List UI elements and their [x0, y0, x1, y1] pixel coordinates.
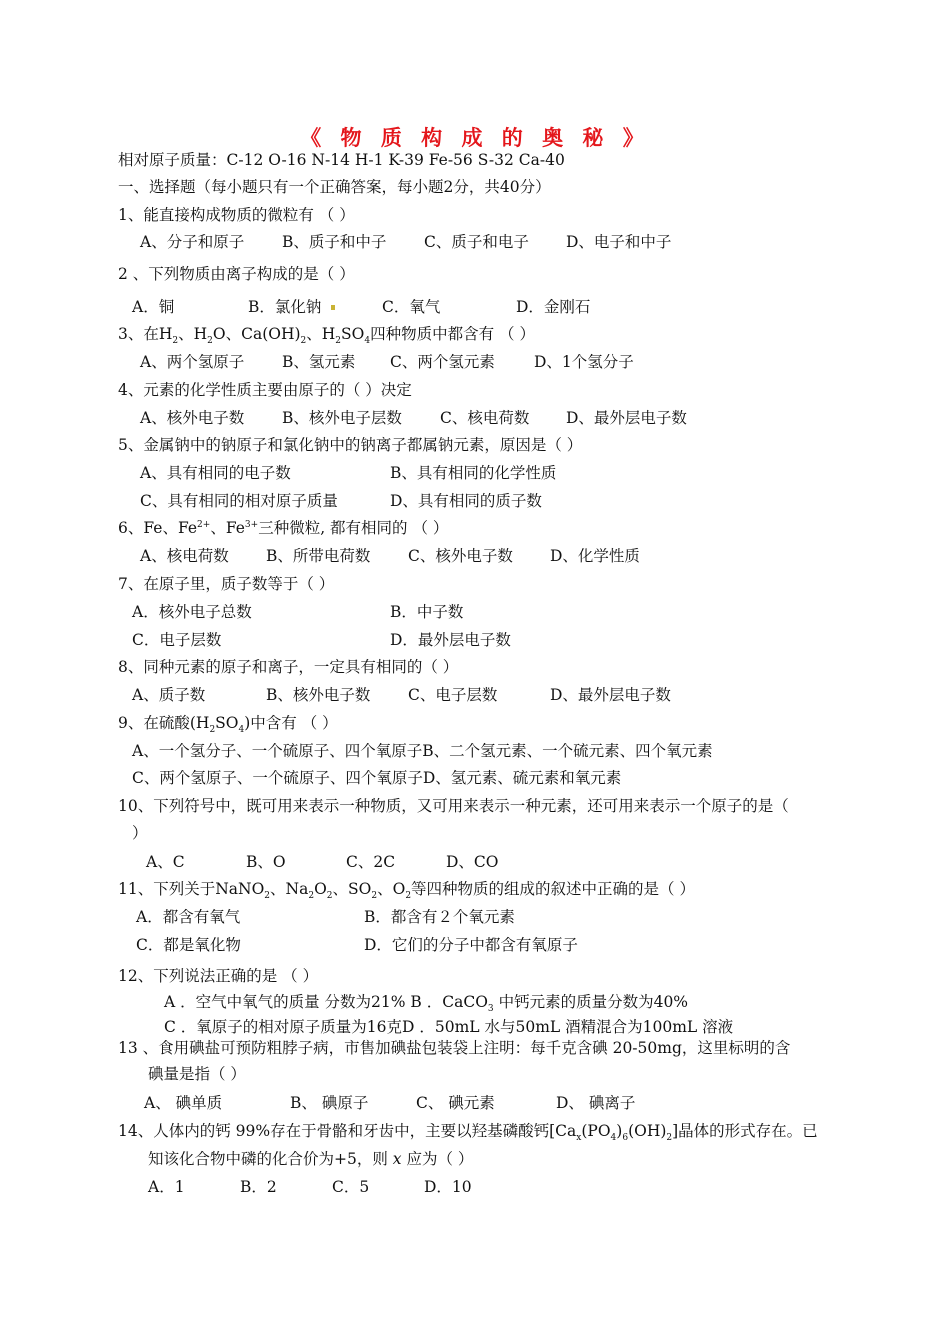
- question-11-stem: 11、下列关于NaNO$_2$、$Na_2O_2$、$SO_2$、$O_2$等四种物质的组成的叙述中正确的是（ ）: [118, 880, 695, 902]
- question-3-stem: 3、在$H_2$、$H_2O$、$Ca(OH)_2$、$H_2SO_4$四种物质中都含有 （ ）: [118, 325, 535, 347]
- q2-option-c: C．氧气: [382, 298, 441, 316]
- q3-option-a: A、两个氢原子: [140, 353, 245, 371]
- page-title: 《 物 质 构 成 的 奥 秘 》: [300, 125, 650, 150]
- question-6-stem: 6、Fe、$Fe^{2+}$、$Fe^{3+}$三种微粒, 都有相同的 （ ）: [118, 519, 449, 537]
- question-8-stem: 8、同种元素的原子和离子，一定具有相同的（ ）: [118, 658, 459, 676]
- q10-option-b: B、O: [246, 853, 286, 871]
- q9-options-cd: C、两个氢原子、一个硫原子、四个氧原子D、氢元素、硫元素和氧元素: [132, 769, 622, 787]
- question-2-stem: 2 、下列物质由离子构成的是（ ）: [118, 265, 355, 283]
- q3-option-d: D、1个氢分子: [534, 353, 634, 371]
- q8-option-b: B、核外电子数: [266, 686, 371, 704]
- q13-option-c: C、 碘元素: [416, 1094, 495, 1112]
- q13-option-a: A、 碘单质: [144, 1094, 223, 1112]
- stray-mark: [331, 305, 335, 310]
- q5-option-a: A、具有相同的电子数: [140, 464, 291, 482]
- q11-option-a: A．都含有氧气: [136, 908, 241, 926]
- q12-options-cd: C ．氧原子的相对原子质量为16克D ．50mL 水与50mL 酒精混合为100mL 溶液: [164, 1018, 734, 1036]
- q6-option-c: C、核外电子数: [408, 547, 513, 565]
- q1-option-b: B、质子和中子: [282, 233, 387, 251]
- q6-option-d: D、化学性质: [550, 547, 640, 565]
- q10-option-a: A、C: [146, 853, 185, 871]
- question-10-stem-cont: ）: [132, 824, 148, 842]
- question-13-stem: 13 、食用碘盐可预防粗脖子病，市售加碘盐包装袋上注明：每千克含碘 20-50mg，这里标明的含: [118, 1039, 791, 1057]
- q8-option-d: D、最外层电子数: [550, 686, 671, 704]
- q10-option-c: C、2C: [346, 853, 396, 871]
- atomic-masses: 相对原子质量：C-12 O-16 N-14 H-1 K-39 Fe-56 S-32 Ca-40: [118, 151, 565, 169]
- q14-option-d: D．10: [424, 1178, 472, 1196]
- q14-option-c: C．5: [332, 1178, 370, 1196]
- q5-option-c: C、具有相同的相对原子质量: [140, 492, 338, 510]
- question-5-stem: 5、金属钠中的钠原子和氯化钠中的钠离子都属钠元素，原因是（ ）: [118, 436, 583, 454]
- q1-option-a: A、分子和原子: [140, 233, 245, 251]
- q13-option-d: D、 碘离子: [556, 1094, 636, 1112]
- q11-option-c: C．都是氧化物: [136, 936, 241, 954]
- question-14-stem-cont: 知该化合物中磷的化合价为+5，则 x 应为（ ）: [148, 1150, 474, 1168]
- q7-option-d: D．最外层电子数: [390, 631, 511, 649]
- q14-option-a: A．1: [148, 1178, 185, 1196]
- q11-option-d: D．它们的分子中都含有氧原子: [364, 936, 578, 954]
- q2-option-b: B．氯化钠: [248, 298, 322, 316]
- question-7-stem: 7、在原子里，质子数等于（ ）: [118, 575, 335, 593]
- q2-option-d: D．金刚石: [516, 298, 591, 316]
- q4-option-b: B、核外电子层数: [282, 409, 402, 427]
- q3-option-b: B、氢元素: [282, 353, 356, 371]
- question-9-stem: 9、在硫酸$(H_2SO_4)$中含有 （ ）: [118, 714, 338, 736]
- q9-options-ab: A、一个氢分子、一个硫原子、四个氧原子B、二个氢元素、一个硫元素、四个氧元素: [132, 742, 713, 760]
- question-10-stem: 10、下列符号中，既可用来表示一种物质，又可用来表示一种元素，还可用来表示一个原子的是（: [118, 797, 789, 815]
- q6-option-b: B、所带电荷数: [266, 547, 371, 565]
- question-1-stem: 1、能直接构成物质的微粒有 （ ）: [118, 206, 355, 224]
- q1-option-d: D、电子和中子: [566, 233, 672, 251]
- q11-option-b: B．都含有２个氧元素: [364, 908, 515, 926]
- q6-option-a: A、核电荷数: [140, 547, 229, 565]
- question-14-stem: 14、人体内的钙 99%存在于骨骼和牙齿中，主要以羟基磷酸钙$[Ca_x(PO_4)_6(OH)_2]$晶体的形式存在。已: [118, 1122, 818, 1144]
- q8-option-a: A、质子数: [132, 686, 206, 704]
- q7-option-b: B．中子数: [390, 603, 464, 621]
- q4-option-c: C、核电荷数: [440, 409, 530, 427]
- q4-option-a: A、核外电子数: [140, 409, 245, 427]
- q3-option-c: C、两个氢元素: [390, 353, 495, 371]
- q8-option-c: C、电子层数: [408, 686, 498, 704]
- q7-option-c: C．电子层数: [132, 631, 222, 649]
- q1-option-c: C、质子和电子: [424, 233, 529, 251]
- question-13-stem-cont: 碘量是指（ ）: [148, 1065, 246, 1083]
- q5-option-b: B、具有相同的化学性质: [390, 464, 557, 482]
- question-4-stem: 4、元素的化学性质主要由原子的（ ）决定: [118, 381, 412, 399]
- q10-option-d: D、CO: [446, 853, 499, 871]
- q12-options-ab: A ．空气中氧气的质量 分数为21% B ．CaCO$_3$ 中钙元素的质量分数为40%: [164, 993, 689, 1015]
- q5-option-d: D、具有相同的质子数: [390, 492, 542, 510]
- section-heading: 一、选择题（每小题只有一个正确答案，每小题2分，共40分）: [118, 178, 551, 196]
- q7-option-a: A．核外电子总数: [132, 603, 252, 621]
- q13-option-b: B、 碘原子: [290, 1094, 369, 1112]
- q4-option-d: D、最外层电子数: [566, 409, 687, 427]
- question-12-stem: 12、下列说法正确的是 （ ）: [118, 967, 319, 985]
- q2-option-a: A．铜: [132, 298, 175, 316]
- q14-option-b: B．2: [240, 1178, 277, 1196]
